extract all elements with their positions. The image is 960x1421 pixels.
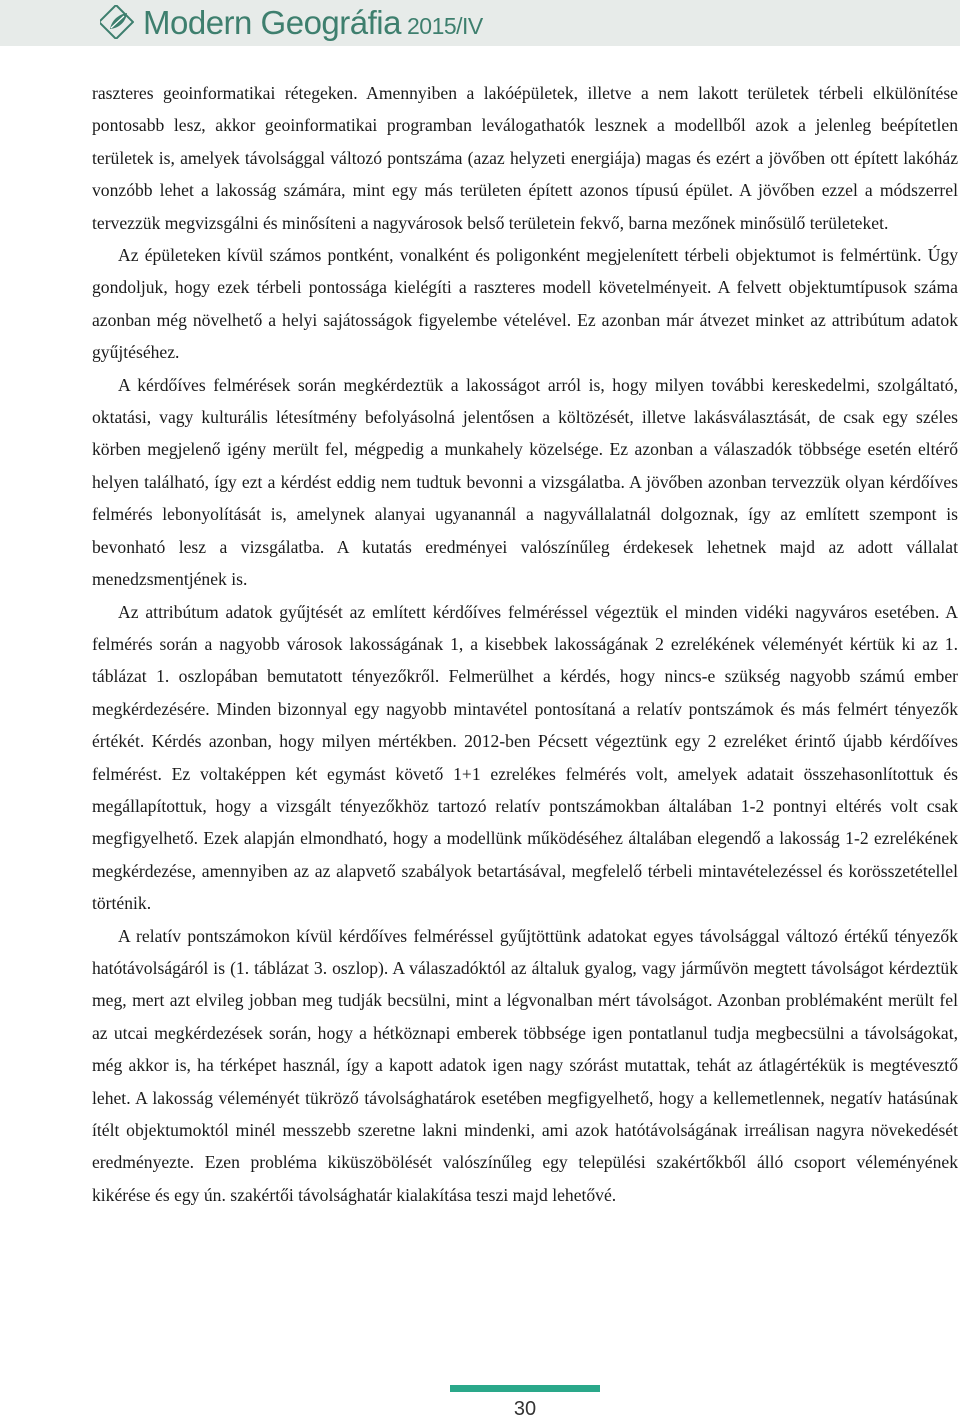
journal-name: Modern Geográfia: [143, 4, 401, 41]
journal-header: [0, 0, 960, 46]
paragraph-continuation: raszteres geoinformatikai rétegeken. Amennyiben a lakóépületek, illetve a nem lakott területek térbeli elkülönítése pontosabb lesz, akkor geoinformatikai programban leválogathatók lesznek a modellből azok a jelenleg beépítetlen területek is, amelyek távolsággal változó pontszáma (azaz helyzeti energiája) magas és ezért a jövőben ott épített lakóház vonzóbb lehet a lakosság számára, mint egy más területen épített azonos típusú épület. A jövőben ezzel a módszerrel tervezzük megvizsgálni és minősíteni a nagyvárosok belső területein fekvő, barna mezőnek minősülő területeket.: [92, 83, 958, 233]
paragraph: A relatív pontszámokon kívül kérdőíves felméréssel gyűjtöttünk adatokat egyes távolsággal változó értékű tényezők hatótávolságáról is (1. táblázat 3. oszlop). A válaszadóktól az általuk gyalog, vagy járművön megtett távolságot kérdeztük meg, mert azt elvileg jobban meg tudják becsülni, mint a légvonalban mért távolságot. Azonban problémaként merült fel az utcai megkérdezések során, hogy a hétköznapi emberek többsége igen pontatlanul tudja megbecsülni a távolságokat, még akkor is, ha térképet használ, így a kapott adatok igen nagy szórást mutattak, tehát az átlagértékük is megtévesztő lehet. A lakosság véleményét tükröző távolsághatárok esetében megfigyelhető, hogy a kellemetlennek, negatív hatásúnak ítélt objektumoktól minél messzebb szeretne lakni mindenki, ami azok hatótávolságának irreálisan nagyra növekedését eredményezte. Ezen probléma kiküszöbölését valószínűleg egy települési szakértőkből álló csoport véleményének kikérése és egy ún. szakértői távolsághatár kialakítása teszi majd lehetővé.: [92, 925, 958, 1205]
page-number: 30: [513, 1398, 537, 1420]
paragraph: Az épületeken kívül számos pontként, vonalként és poligonként megjelenített térbeli objektumot is felmértünk. Úgy gondoljuk, hogy ezek térbeli pontossága kielégíti a raszteres modell követelményeit. A felvett objektumtípusok száma azonban még növelhető a helyi sajátosságok figyelembe vételével. Ez azonban már átvezet minket az attribútum adatok gyűjtéséhez.: [92, 245, 958, 363]
article-body: [92, 77, 958, 1211]
footer-accent-bar: [450, 1385, 600, 1392]
paragraph: A kérdőíves felmérések során megkérdeztük a lakosságot arról is, hogy milyen további kereskedelmi, szolgáltató, oktatási, vagy kulturális létesítmény befolyásolná jelentősen a költözését, illetve lakásválasztását, de csak egy széles körben megjelenő igény merült fel, mégpedig a munkahely közelsége. Ez azonban a válaszadók többsége esetén eltérő helyen található, így ezt a kérdést eddig nem tudtuk bevonni a vizsgálatba. A jövőben azonban tervezzük olyan kérdőíves felmérés lebonyolítását is, amelynek alanyai ugyanannál a nagyvállalatnál dolgoznak, így az említett szempont is bevonható lesz a vizsgálatba. A kutatás eredményei valószínűleg érdekesek lehetnek majd az adott vállalat menedzsmentjének is.: [92, 374, 958, 590]
journal-issue: 2015/IV: [406, 13, 483, 39]
paragraph: Az attribútum adatok gyűjtését az említett kérdőíves felméréssel végeztük el minden vidéki nagyváros esetében. A felmérés során a nagyobb városok lakosságának 1, a kisebbek lakosságának 2 ezrelékének véleményét kértük ki az 1. táblázat 1. oszlopában bemutatott tényezőkről. Felmerülhet a kérdés, hogy nincs-e szükség nagyobb számú ember megkérdezésére. Minden bizonnyal egy nagyobb mintavétel pontosítaná a relatív pontszámok és más felmért tényezők értékét. Kérdés azonban, hogy milyen mértékben. 2012-ben Pécsett végeztünk egy 2 ezreléket érintő újabb kérdőíves felmérést. Ez voltaképpen két egymást követő 1+1 ezrelékes felmérés volt, amelyek adatait összehasonlítottuk és megállapítottuk, hogy a vizsgált tényezőkhöz tartozó relatív pontszámokban általában 1-2 pontnyi eltérés volt csak megfigyelhető. Ezek alapján elmondható, hogy a modellünk működéséhez általában elegendő a lakosság 1-2 ezrelékének megkérdezése, amennyiben az az alapvető szabályok betartásával, megfelelő térbeli mintavételezéssel és korösszetétellel történik.: [92, 601, 958, 914]
leaf-logo-icon: [100, 5, 134, 39]
journal-title: [143, 3, 483, 46]
